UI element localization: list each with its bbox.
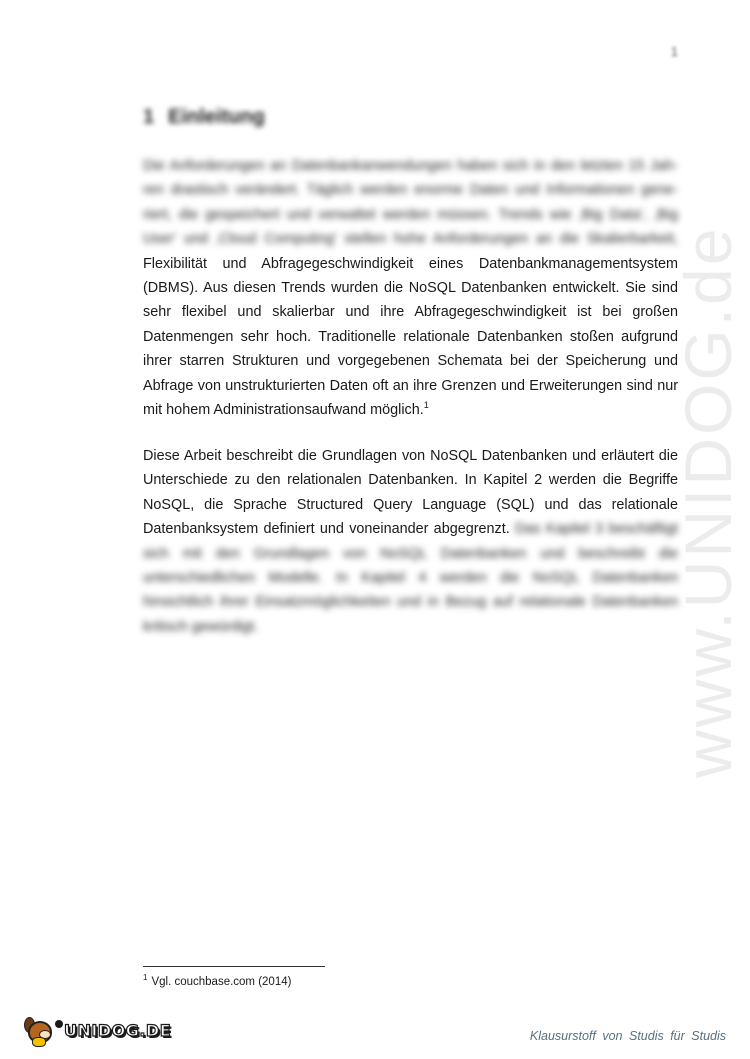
- blurred-text-line: User' und ‚Cloud Computing' stellen hohe Anforderungen an die Skalierbarkeit,: [143, 231, 678, 248]
- blurred-text-line: Die Anforderungen an Datenbankanwendungen haben sich in den letzten 15 Jah-: [143, 158, 678, 174]
- watermark-text: www.UNIDOG.de: [671, 225, 745, 778]
- footer-tagline: Klausurstoff von Studis für Studis: [529, 1029, 726, 1043]
- paw-icon: [55, 1020, 63, 1028]
- chapter-title: Einleitung: [168, 106, 265, 128]
- chapter-number: 1: [143, 106, 155, 128]
- overview-paragraph: [143, 444, 678, 639]
- footnote-divider: [143, 966, 325, 967]
- paragraph-text: Flexibilität und Abfragegeschwindigkeit eines Datenbankmanagementsystem (DBMS). Aus diesen Trends wurden die NoSQL Datenbanken entwickelt. Sie sind sehr flexibel und skalierbar und ihre Abfragegeschwindigkeit ist bei großen Datenmengen sehr hoch. Traditionelle relationale Datenbanken stoßen aufgrund ihrer starren Strukturen und vorgegebenen Schemata bei der Speicherung und Abfrage von unstrukturierten Daten oft an ihre Grenzen und Erweiterungen sind nur mit hohem Administrationsaufwand möglich.: [143, 255, 678, 419]
- blurred-text-line: ren drastisch verändert. Täglich werden enorme Daten und Informationen gene-: [143, 182, 678, 199]
- blurred-text-line: riert, die gespeichert und verwaltet werden müssen. Trends wie ‚Big Data', ‚Big: [143, 206, 678, 223]
- blurred-paragraph-text: Das Kapitel 3 beschäftigt sich mit den Grundlagen von NoSQL Datenbanken und beschreibt die unterschiedlichen Modelle. In Kapitel 4 werden die NoSQL Datenbanken hinsichtlich ihrer Einsatzmöglichkeiten und in Bezug auf relationale Datenbanken kritisch gewürdigt.: [143, 521, 678, 635]
- footnote-text: Vgl. couchbase.com (2014): [151, 975, 292, 988]
- footnote-reference[interactable]: 1: [423, 400, 429, 411]
- logo-text: UNIDOG.DE: [64, 1020, 172, 1040]
- paragraph-text: Diese Arbeit beschreibt die Grundlagen von NoSQL Datenbanken und erläutert die Unterschiede zu den relationalen Datenbanken. In Kapitel 2 werden die Begriffe NoSQL, die Sprache Structured Query Language (SQL) und das relationale Datenbanksystem definiert und voneinander abgegrenzt.: [143, 448, 678, 538]
- unidog-logo[interactable]: [22, 1012, 171, 1048]
- logo-wordmark: [54, 1021, 171, 1040]
- footnote-mark: 1: [143, 973, 148, 982]
- intro-paragraph: [143, 154, 678, 422]
- page-number: 1: [670, 44, 678, 59]
- footnote: [143, 973, 291, 988]
- chapter-heading: [143, 106, 265, 129]
- dog-mascot-icon: [22, 1015, 52, 1045]
